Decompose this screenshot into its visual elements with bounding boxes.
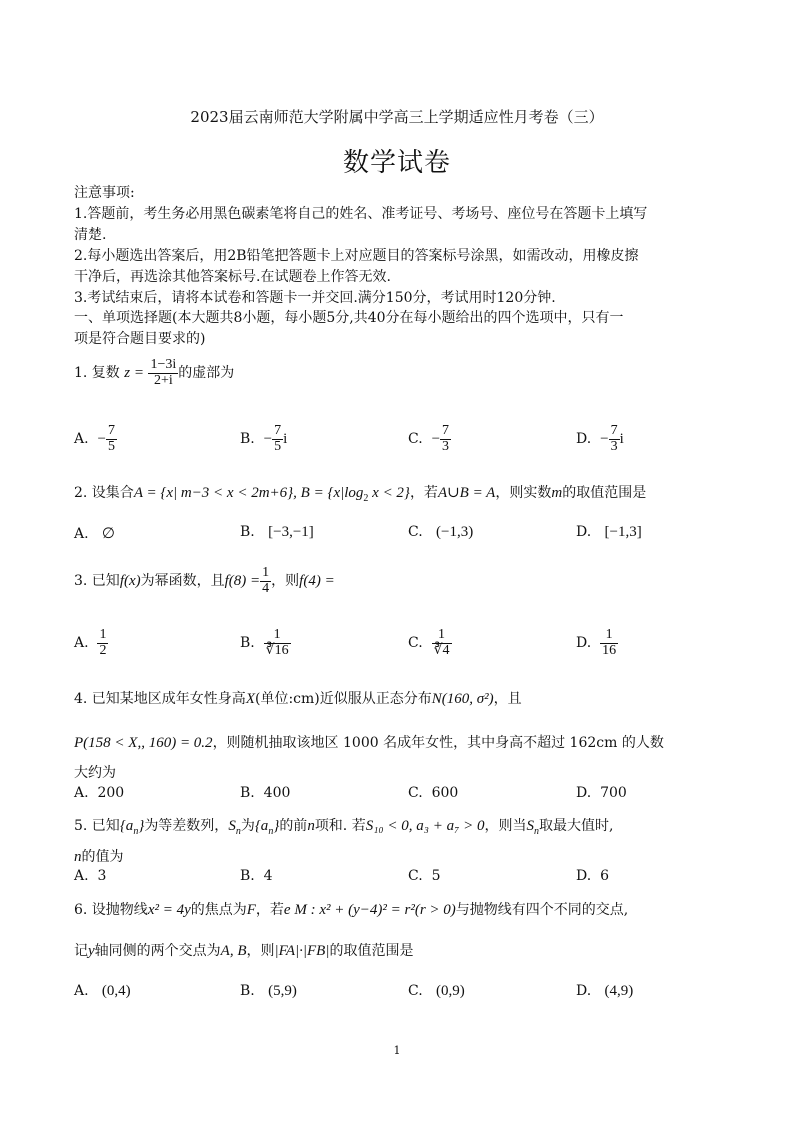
q4-distribution: N(160, σ²) [431,691,494,707]
q3-function: f(x) [119,573,141,590]
page-number: 1 [393,1044,401,1057]
q1-numerator: 1−3i [150,357,177,372]
exam-title: 2023届云南师范大学附属中学高三上学期适应性月考卷（三） [190,108,604,126]
q3-fraction [260,566,271,596]
q2-set-expression-end: x < 2} [368,485,410,501]
option-label: D. [576,431,592,448]
option-numerator: 1 [264,628,291,644]
option-sign: − [263,431,273,448]
q6-text: 6. 设抛物线 [74,902,148,918]
q2-text: 2. 设集合 [74,485,134,501]
q3-text: 为幂函数，且 [140,573,225,590]
q1-fraction [148,358,178,388]
question-5-line-2 [74,846,124,866]
q2-text: ，则实数 [495,485,552,501]
q5-text: 取最大值时, [538,818,614,834]
q2-option-c[interactable] [408,524,473,541]
q5-seq-sub: n [133,826,139,837]
q3-condition: f(8) = [224,573,261,590]
q6-option-a[interactable] [74,983,131,1000]
q2-option-b[interactable] [240,524,314,541]
option-fraction [272,424,283,454]
notes-line-5: 3.考试结束后，请将本试卷和答题卡一并交回.满分150分，考试用时120分钟. [74,290,556,306]
q3-denominator: 4 [262,580,270,596]
q5-text: 项和. 若 [314,818,366,834]
option-fraction [609,424,620,454]
q5-sum-s: S [526,818,534,834]
q1-denominator: 2+i [153,372,173,388]
q5-option-c[interactable] [408,868,441,884]
option-value: ∅ [101,526,115,542]
q1-suffix: 的虚部为 [178,365,235,382]
option-label: D. [576,868,592,884]
option-label: D. [576,524,592,540]
option-fraction [432,628,452,658]
question-4-line-3: 大约为 [74,765,116,781]
option-value: (−1,3) [436,524,474,540]
option-label: C. [408,524,423,540]
option-value: 700 [600,785,627,801]
q5-option-d[interactable] [576,868,609,884]
option-numerator: 1 [99,627,107,642]
option-label: C. [408,785,423,801]
notes-line-1: 1.答题前，考生务必用黑色碳素笔将自己的姓名、准考证号、考场号、座位号在答题卡上填写 [74,206,648,222]
exam-subtitle: 数学试卷 [342,148,451,178]
q6-axis: y [88,943,95,959]
q2-log-base: 2 [363,492,369,504]
q5-text: 5. 已知 [74,818,120,834]
q4-option-c[interactable] [408,785,458,801]
q5-sum-2 [526,818,539,837]
q5-sum-sub: n [235,826,241,837]
option-value: 3 [97,868,107,884]
q4-option-d[interactable] [576,785,627,801]
q4-option-b[interactable] [240,785,290,801]
option-label: C. [408,868,423,884]
q4-text: (单位:cm)近似服从正态分布 [254,691,432,707]
q5-seq-close: } [273,818,280,834]
q4-probability: P(158 < X,, 160) = 0.2 [74,735,213,751]
option-tail: i [619,431,624,448]
option-label: C. [408,635,423,652]
q3-option-a[interactable] [74,628,108,658]
option-fraction [440,424,451,454]
q6-option-c[interactable] [408,983,465,1000]
option-label: B. [240,524,255,540]
option-numerator: 7 [442,423,450,438]
q6-option-d[interactable] [576,983,633,1000]
option-denominator: 5 [274,438,282,454]
option-tail: i [283,431,288,448]
notes-line-2: 清楚. [74,227,107,243]
option-value: (0,9) [436,983,465,999]
option-fraction [600,628,618,658]
option-value: [−3,−1] [268,524,314,540]
q2-text: 的取值范围是 [562,485,647,501]
q6-circle: e M : x² + (y−4)² = r²(r > 0) [283,902,456,918]
q2-text: ，若 [409,485,438,501]
q5-option-b[interactable] [240,868,273,884]
question-6-line-1 [74,899,628,919]
option-label: C. [408,983,423,999]
option-label: B. [240,785,255,801]
option-value: 6 [600,868,610,884]
option-fraction [264,628,291,658]
q6-focus: F [246,902,256,918]
q6-text: 的取值范围是 [329,943,414,959]
q4-text: 4. 已知某地区成年女性身高 [74,691,246,707]
q5-text: 的前 [279,818,308,834]
notes-line-4: 干净后，再选涂其他答案标号.在试题卷上作答无效. [74,269,391,285]
q3-target: f(4) = [299,573,335,590]
option-numerator: 7 [274,423,282,438]
q2-option-d[interactable] [576,524,642,541]
q5-text: 为等差数列， [144,818,229,834]
notes-line-3: 2.每小题选出答案后，用2B铅笔把答题卡上对应题目的答案标号涂黑，如需改动，用橡皮擦 [74,248,639,264]
q5-seq-close: } [138,818,145,834]
option-denominator: 16 [602,642,617,658]
q1-option-d[interactable] [576,424,624,454]
question-5-line-1 [74,815,613,837]
option-label: C. [408,431,423,448]
option-sign: − [600,431,609,448]
q4-var: X [245,691,255,707]
option-denominator: 3 [610,438,618,454]
question-6-line-2 [74,940,413,960]
q3-option-d[interactable] [576,628,618,658]
q4-text: ，且 [493,691,522,707]
q5-seq-open: {a [254,818,269,834]
option-label: D. [576,635,592,652]
option-denominator: ∛16 [265,642,289,658]
q5-text: 的值为 [81,849,124,865]
q3-text: ，则 [271,573,300,590]
q6-points: A, B [220,943,247,959]
q4-option-a[interactable] [74,785,124,801]
q2-set-expression: A = {x| m−3 < x < 2m+6}, B = {x|log [133,485,364,501]
q5-sum-sub: n [533,826,539,837]
q1-option-a[interactable] [74,424,117,454]
q2-var: m [551,485,563,501]
option-label: A. [74,983,89,999]
q1-option-b[interactable] [240,424,287,454]
q5-seq-open: {a [119,818,134,834]
question-4-line-1 [74,688,522,708]
option-value: (0,4) [101,983,131,999]
option-label: B. [240,431,255,448]
q2-option-a[interactable] [74,524,115,543]
q5-text: 为 [240,818,255,834]
option-sign: − [431,431,441,448]
q6-text: 的焦点为 [190,902,247,918]
q3-option-c[interactable] [408,628,452,658]
question-2 [74,482,646,504]
option-label: A. [74,431,89,448]
option-value: 400 [263,785,291,801]
option-sign: − [97,431,106,448]
q3-numerator: 1 [262,565,270,580]
option-label: A. [74,635,89,652]
option-label: B. [240,635,255,652]
option-value: [−1,3] [604,524,642,540]
option-value: 600 [431,785,459,801]
q5-condition: S₁₀ < 0, a₃ + a₇ > 0 [365,818,485,834]
notes-heading: 注意事项: [74,185,135,201]
q5-var: n [74,849,82,865]
option-label: A. [74,785,89,801]
q4-text: ，则随机抽取该地区 1000 名成年女性，其中身高不超过 162cm 的人数 [212,735,664,751]
q6-text: 与抛物线有四个不同的交点, [455,902,629,918]
option-label: D. [576,983,592,999]
question-3 [74,566,335,596]
option-numerator: 7 [107,423,115,438]
q5-seq-sub: n [268,826,274,837]
q6-text: ，若 [255,902,284,918]
q1-option-c[interactable] [408,424,451,454]
option-value: 200 [97,785,125,801]
option-fraction [106,424,117,454]
option-numerator: 7 [610,423,618,438]
option-label: B. [240,983,255,999]
option-label: A. [74,526,89,542]
q6-text: 记 [74,943,88,959]
option-denominator: 3 [442,438,450,454]
q5-sequence-2 [254,818,280,837]
option-denominator: 5 [107,438,115,454]
q5-text: ，则当 [484,818,527,834]
q5-sequence [119,818,145,837]
q6-text: 轴同侧的两个交点为 [94,943,221,959]
q6-text: ，则 [246,943,275,959]
q1-lhs: z = [124,365,144,382]
option-label: D. [576,785,592,801]
q6-expression: |FA|·|FB| [274,943,330,959]
q5-var: n [307,818,315,834]
section-heading-line-2: 项是符合题目要求的) [74,331,206,347]
q3-text: 3. 已知 [74,573,120,590]
option-label: A. [74,868,89,884]
question-1 [74,358,234,388]
option-value: (4,9) [604,983,634,999]
section-heading-line-1: 一、单项选择题(本大题共8小题，每小题5分,共40分在每小题给出的四个选项中，只有一 [74,310,624,326]
option-value: 5 [431,868,441,884]
question-4-line-2 [74,732,664,752]
option-denominator: ∛4 [433,642,450,658]
q5-sum [228,818,241,837]
q5-option-a[interactable] [74,868,106,884]
option-value: (5,9) [268,983,297,999]
option-numerator: 1 [432,628,452,644]
q6-parabola: x² = 4y [147,902,191,918]
option-denominator: 2 [99,642,107,658]
q5-sum-s: S [228,818,236,834]
option-value: 4 [263,868,273,884]
q6-option-b[interactable] [240,983,297,1000]
q1-prefix: 1. 复数 [74,365,120,382]
q2-union: A∪B = A [437,485,496,501]
q3-option-b[interactable] [240,628,291,658]
option-numerator: 1 [600,628,618,644]
option-fraction [97,628,108,658]
option-label: B. [240,868,255,884]
